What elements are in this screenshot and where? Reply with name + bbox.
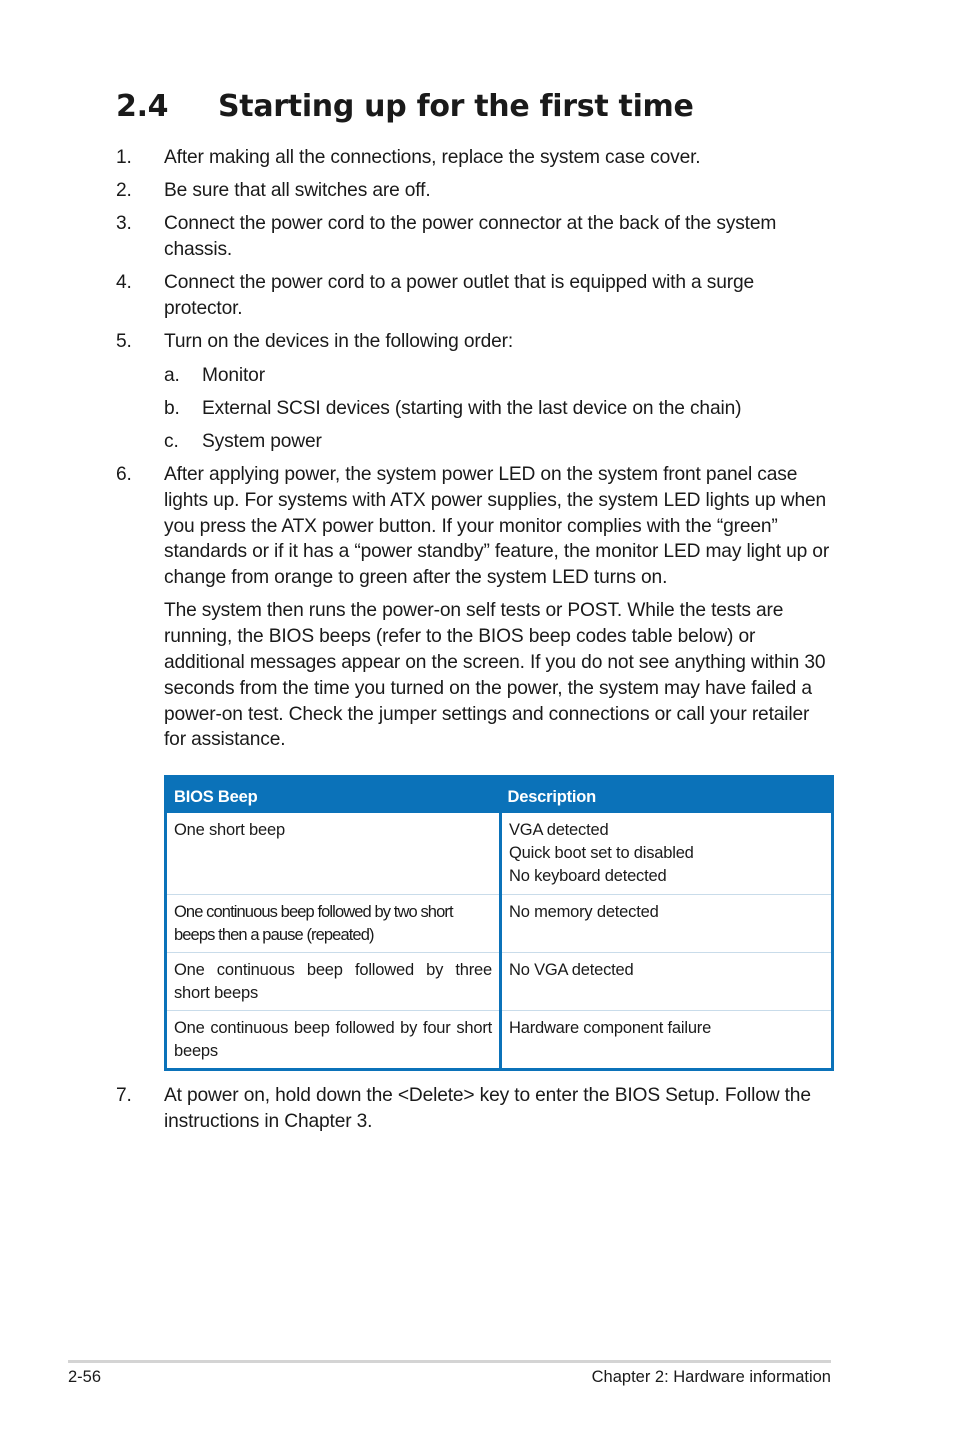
substep-text: External SCSI devices (starting with the last device on the chain) (202, 397, 742, 419)
substep-letter: c. (164, 430, 179, 452)
step-4 (116, 270, 836, 322)
step-number: 4. (116, 272, 132, 294)
page-number: 2-56 (68, 1368, 102, 1386)
beep-cell: One short beep (166, 813, 501, 895)
step-2 (116, 178, 836, 204)
beep-cell: One continuous beep followed by two short beeps then a pause (repeated) (166, 895, 501, 953)
beep-cell: One continuous beep followed by four short beeps (166, 1011, 501, 1070)
step-1 (116, 145, 836, 171)
step-3 (116, 211, 836, 263)
description-cell (501, 895, 833, 953)
section-number: 2.4 (116, 89, 169, 124)
table-header-row (166, 777, 833, 814)
step-text: Be sure that all switches are off. (164, 180, 431, 202)
step-6 (116, 462, 836, 753)
beep-cell: One continuous beep followed by three short beeps (166, 953, 501, 1011)
substep-text: System power (202, 430, 322, 452)
bios-beep-table (164, 775, 834, 1071)
step-number: 6. (116, 464, 132, 486)
step-number: 3. (116, 213, 132, 235)
description-cell (501, 953, 833, 1011)
header-description: Description (501, 777, 833, 814)
step-number: 7. (116, 1085, 132, 1106)
step-number: 2. (116, 180, 132, 202)
table-row (166, 895, 833, 953)
substep-b (164, 396, 836, 422)
step-text: After applying power, the system power LED on the system front panel case lights up. For systems with ATX power supplies, the system LED lights up when you press the ATX power button. If your monitor complies with the “green” standards or if it has a “power standby” feature, the monitor LED may light up or change from orange to green after the system LED turns on. (164, 464, 830, 589)
chapter-title: Chapter 2: Hardware information (591, 1368, 831, 1386)
step-text: Turn on the devices in the following order: (164, 331, 514, 353)
description-line: Hardware component failure (509, 1019, 712, 1037)
description-line: No keyboard detected (509, 867, 667, 885)
post-paragraph: The system then runs the power-on self tests or POST. While the tests are running, the BIOS beeps (refer to the BIOS beep codes table below) or additional messages appear on the screen. If you do not see anything within 30 seconds from the time you turned on the power, the system may have failed a power-on test. Check the jumper settings and connections or call your retailer for assistance. (164, 600, 826, 751)
step-5 (116, 329, 836, 454)
step-7 (116, 1083, 836, 1135)
startup-steps-list (116, 145, 836, 761)
substep-text: Monitor (202, 364, 265, 386)
description-line: Quick boot set to disabled (509, 844, 694, 862)
description-cell (501, 813, 833, 895)
description-line: VGA detected (509, 821, 609, 839)
description-cell (501, 1011, 833, 1070)
step-number: 1. (116, 147, 132, 168)
description-line: No VGA detected (509, 961, 634, 979)
section-title: Starting up for the first time (218, 89, 694, 124)
step-text: After making all the connections, replace the system case cover. (164, 147, 701, 168)
description-line: No memory detected (509, 903, 659, 921)
section-heading (116, 86, 694, 128)
substep-c (164, 429, 836, 455)
table-row (166, 813, 833, 895)
step-number: 5. (116, 331, 132, 353)
table-row (166, 953, 833, 1011)
step-text: Connect the power cord to a power outlet that is equipped with a surge protector. (164, 272, 755, 320)
substep-letter: b. (164, 397, 180, 419)
footer-divider (68, 1360, 831, 1363)
step-7-container (116, 1083, 836, 1142)
step-text: Connect the power cord to the power connector at the back of the system chassis. (164, 213, 777, 261)
step-text: At power on, hold down the <Delete> key to enter the BIOS Setup. Follow the instructions in Chapter 3. (164, 1085, 811, 1132)
substep-a (164, 363, 836, 389)
table-row (166, 1011, 833, 1070)
substep-letter: a. (164, 364, 180, 386)
header-bios-beep: BIOS Beep (166, 777, 501, 814)
